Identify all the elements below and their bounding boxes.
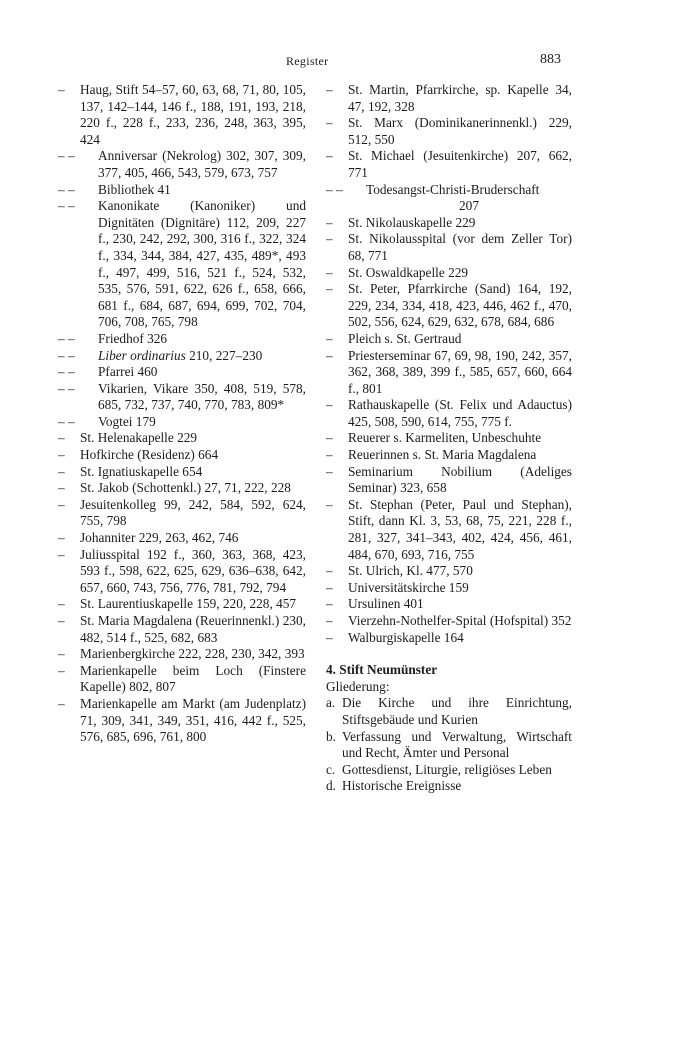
- index-entry: [58, 430, 306, 447]
- entry-dash: –: [326, 347, 333, 363]
- entry-dash: –: [326, 629, 333, 645]
- entry-dash: –: [58, 480, 65, 496]
- entry-text: Reuerer s. Karmeliten, Unbeschuhte: [348, 430, 542, 446]
- entry-dash: –: [326, 330, 333, 346]
- index-entry: [326, 464, 572, 497]
- index-entry: [326, 115, 572, 148]
- index-entry: [326, 82, 572, 115]
- section-item: [326, 729, 572, 762]
- entry-text: St. Stephan (Peter, Paul und Stephan), Stift, dann Kl. 3, 53, 68, 75, 221, 228 f., 281, 327, 341–343, 402, 424, 456, 461, 484, 670, 693, 716, 755: [348, 496, 572, 562]
- entry-text: St. Helenakapelle 229: [80, 430, 198, 446]
- index-entry: [58, 530, 306, 547]
- entry-text: St. Nikolausspital (vor dem Zeller Tor) 68, 771: [348, 231, 572, 263]
- entry-text: St. Ignatiuskapelle 654: [80, 463, 203, 479]
- index-entry: [58, 447, 306, 464]
- index-entry: [326, 613, 572, 630]
- entry-dash: –: [326, 596, 333, 612]
- entry-text: Marienkapelle am Markt (am Judenplatz) 71, 309, 341, 349, 351, 416, 442 f., 525, 576, 685, 696, 761, 800: [80, 695, 306, 745]
- entry-dash: –: [58, 447, 65, 463]
- entry-dash: –: [58, 430, 65, 446]
- index-entry: [326, 148, 572, 181]
- page-number: 883: [540, 52, 561, 67]
- entry-dash: – –: [58, 181, 75, 197]
- entry-text: Universitätskirche 159: [348, 579, 469, 595]
- entry-dash: –: [58, 463, 65, 479]
- section-item: [326, 778, 572, 795]
- entry-text: Haug, Stift 54–57, 60, 63, 68, 71, 80, 105, 137, 142–144, 146 f., 188, 191, 193, 218, 220 f., 228 f., 233, 236, 248, 363, 395, 424: [80, 82, 306, 147]
- entry-text: Vogtei 179: [98, 413, 156, 429]
- section-gap: [326, 646, 572, 662]
- index-entry: [326, 231, 572, 264]
- entry-text: 210, 227–230: [185, 347, 263, 363]
- index-column-right: [326, 82, 572, 795]
- index-entry: [58, 182, 306, 199]
- index-entry: [326, 281, 572, 331]
- index-entry: [326, 580, 572, 597]
- entry-dash: –: [326, 82, 333, 97]
- index-entry: [58, 480, 306, 497]
- entry-text: Friedhof 326: [98, 330, 168, 346]
- entry-text: Juliusspital 192 f., 360, 363, 368, 423, 593 f., 598, 622, 625, 629, 636–638, 642, 657, 660, 743, 756, 776, 781, 792, 794: [80, 546, 306, 595]
- index-entry: [326, 447, 572, 464]
- entry-dash: –: [58, 695, 65, 711]
- entry-dash: –: [326, 214, 333, 230]
- index-entry: [58, 348, 306, 365]
- entry-text: St. Marx (Dominikanerinnenkl.) 229, 512, 550: [348, 115, 572, 147]
- index-entry: [326, 563, 572, 580]
- entry-dash: –: [58, 613, 65, 628]
- entry-dash: –: [58, 530, 65, 546]
- entry-dash: – –: [58, 364, 75, 380]
- index-entry: [58, 381, 306, 414]
- index-entry: [58, 364, 306, 381]
- running-title: Register: [286, 54, 329, 68]
- entry-text: Jesuitenkolleg 99, 242, 584, 592, 624, 755, 798: [80, 496, 306, 529]
- entry-dash: – –: [58, 330, 75, 346]
- entry-dash: –: [326, 463, 333, 479]
- index-entry: [326, 182, 572, 215]
- entry-text: Walburgiskapelle 164: [348, 629, 464, 645]
- entry-text: St. Ulrich, Kl. 477, 570: [348, 563, 473, 579]
- entry-dash: –: [58, 646, 65, 662]
- page-header: [0, 52, 700, 72]
- entry-dash: –: [326, 496, 333, 512]
- index-entry: [58, 497, 306, 530]
- entry-text: St. Jakob (Schottenkl.) 27, 71, 222, 228: [80, 480, 291, 496]
- entry-title-italic: Liber ordinarius: [98, 347, 186, 363]
- entry-dash: – –: [58, 347, 75, 363]
- index-entry: [58, 696, 306, 746]
- entry-dash: –: [326, 231, 333, 247]
- index-entry: [326, 265, 572, 282]
- index-entry: [58, 547, 306, 597]
- section-item-letter: a.: [326, 695, 336, 711]
- section-item-letter: d.: [326, 778, 336, 794]
- index-entry: [326, 331, 572, 348]
- entry-text: Kanonikate (Kanoniker) und Dignitäten (Dignitäre) 112, 209, 227 f., 230, 242, 292, 300, 316 f., 322, 324 f., 334, 344, 384, 427, 435, 489*, 493 f., 497, 499, 516, 521 f., 524, 532, 535, 576, 591, 622, 626 f., 658, 666, 681 f., 684, 687, 694, 699, 702, 704, 706, 708, 765, 798: [98, 198, 306, 330]
- entry-text: St. Peter, Pfarrkirche (Sand) 164, 192, 229, 234, 334, 418, 423, 446, 462 f., 470, 502, 556, 624, 629, 632, 678, 684, 686: [348, 281, 572, 330]
- index-entry: [58, 148, 306, 181]
- entry-text: St. Oswaldkapelle 229: [348, 264, 469, 280]
- index-entry: [58, 464, 306, 481]
- entry-text: Bibliothek 41: [98, 181, 171, 197]
- section-item-text: Historische Ereignisse: [342, 778, 462, 794]
- entry-text-continued: 207: [459, 198, 479, 214]
- entry-dash: –: [326, 579, 333, 595]
- section-item-text: Gottesdienst, Liturgie, religiöses Leben: [342, 761, 552, 777]
- entry-text: Ursulinen 401: [348, 596, 424, 612]
- section-item-letter: c.: [326, 761, 336, 777]
- entry-dash: –: [58, 662, 65, 678]
- index-entry: [58, 331, 306, 348]
- entry-text: St. Maria Magdalena (Reuerinnenkl.) 230, 482, 514 f., 525, 682, 683: [80, 613, 306, 645]
- entry-text: Anniversar (Nekrolog) 302, 307, 309, 377, 405, 466, 543, 579, 673, 757: [98, 148, 306, 180]
- entry-text: Reuerinnen s. St. Maria Magdalena: [348, 447, 537, 463]
- index-column-left: [58, 82, 306, 746]
- entry-text: Rathauskapelle (St. Felix und Adauctus) 425, 508, 590, 614, 755, 775 f.: [348, 397, 572, 429]
- entry-dash: –: [58, 496, 65, 512]
- index-entry: [58, 414, 306, 431]
- section-item-text: Verfassung und Verwaltung, Wirtschaft und Recht, Ämter und Personal: [342, 728, 572, 761]
- index-entry: [326, 497, 572, 563]
- right-entries: [326, 82, 572, 646]
- entry-dash: –: [326, 115, 333, 131]
- entry-text: Hofkirche (Residenz) 664: [80, 447, 219, 463]
- entry-text: Marienkapelle beim Loch (Finstere Kapelle) 802, 807: [80, 662, 306, 695]
- entry-text: St. Martin, Pfarrkirche, sp. Kapelle 34, 47, 192, 328: [348, 82, 572, 114]
- entry-dash: –: [326, 613, 333, 628]
- entry-dash: – –: [58, 380, 75, 396]
- entry-dash: – –: [58, 148, 75, 164]
- index-entry: [326, 348, 572, 398]
- entry-text: Pfarrei 460: [98, 364, 158, 380]
- entry-text: St. Nikolauskapelle 229: [348, 214, 476, 230]
- entry-text: Pleich s. St. Gertraud: [348, 330, 462, 346]
- entry-dash: –: [58, 82, 65, 97]
- entry-dash: –: [58, 596, 65, 612]
- index-entry: [326, 215, 572, 232]
- entry-text: Johanniter 229, 263, 462, 746: [80, 530, 239, 546]
- index-entry: [326, 630, 572, 647]
- entry-text: Vikarien, Vikare 350, 408, 519, 578, 685, 732, 737, 740, 770, 783, 809*: [98, 380, 306, 413]
- entry-text: St. Laurentiuskapelle 159, 220, 228, 457: [80, 596, 297, 612]
- entry-text: St. Michael (Jesuitenkirche) 207, 662, 771: [348, 148, 572, 180]
- section-item-letter: b.: [326, 728, 336, 744]
- section-item: [326, 762, 572, 779]
- entry-text: Priesterseminar 67, 69, 98, 190, 242, 357, 362, 368, 389, 399 f., 585, 657, 660, 664 f., 801: [348, 347, 572, 396]
- entry-dash: – –: [326, 181, 343, 197]
- index-entry: [58, 663, 306, 696]
- entry-dash: –: [326, 430, 333, 446]
- entry-text: Vierzehn-Nothelfer-Spital (Hofspital) 352: [348, 613, 572, 628]
- section-intro: Gliederung:: [326, 678, 390, 694]
- entry-text: Seminarium Nobilium (Adeliges Seminar) 323, 658: [348, 463, 572, 496]
- index-entry: [58, 646, 306, 663]
- index-entry: [58, 198, 306, 331]
- entry-dash: –: [326, 281, 333, 297]
- entry-dash: –: [326, 264, 333, 280]
- index-entry: [326, 596, 572, 613]
- index-entry: [326, 397, 572, 430]
- entry-text: Todesangst-Christi-Bruderschaft: [366, 181, 540, 197]
- entry-dash: –: [326, 148, 333, 164]
- section-items: [326, 695, 572, 795]
- index-entry: [58, 613, 306, 646]
- entry-dash: –: [326, 563, 333, 579]
- entry-dash: – –: [58, 198, 75, 214]
- entry-dash: – –: [58, 413, 75, 429]
- index-entry: [58, 82, 306, 148]
- section-item: [326, 695, 572, 728]
- index-entry: [58, 596, 306, 613]
- section-heading: 4. Stift Neumünster: [326, 662, 438, 678]
- section-item-text: Die Kirche und ihre Einrichtung, Stiftsgebäude und Kurien: [342, 695, 572, 727]
- entry-dash: –: [326, 447, 333, 463]
- entry-text: Marienbergkirche 222, 228, 230, 342, 393: [80, 646, 305, 662]
- entry-dash: –: [326, 397, 333, 413]
- entry-dash: –: [58, 546, 65, 562]
- index-entry: [326, 430, 572, 447]
